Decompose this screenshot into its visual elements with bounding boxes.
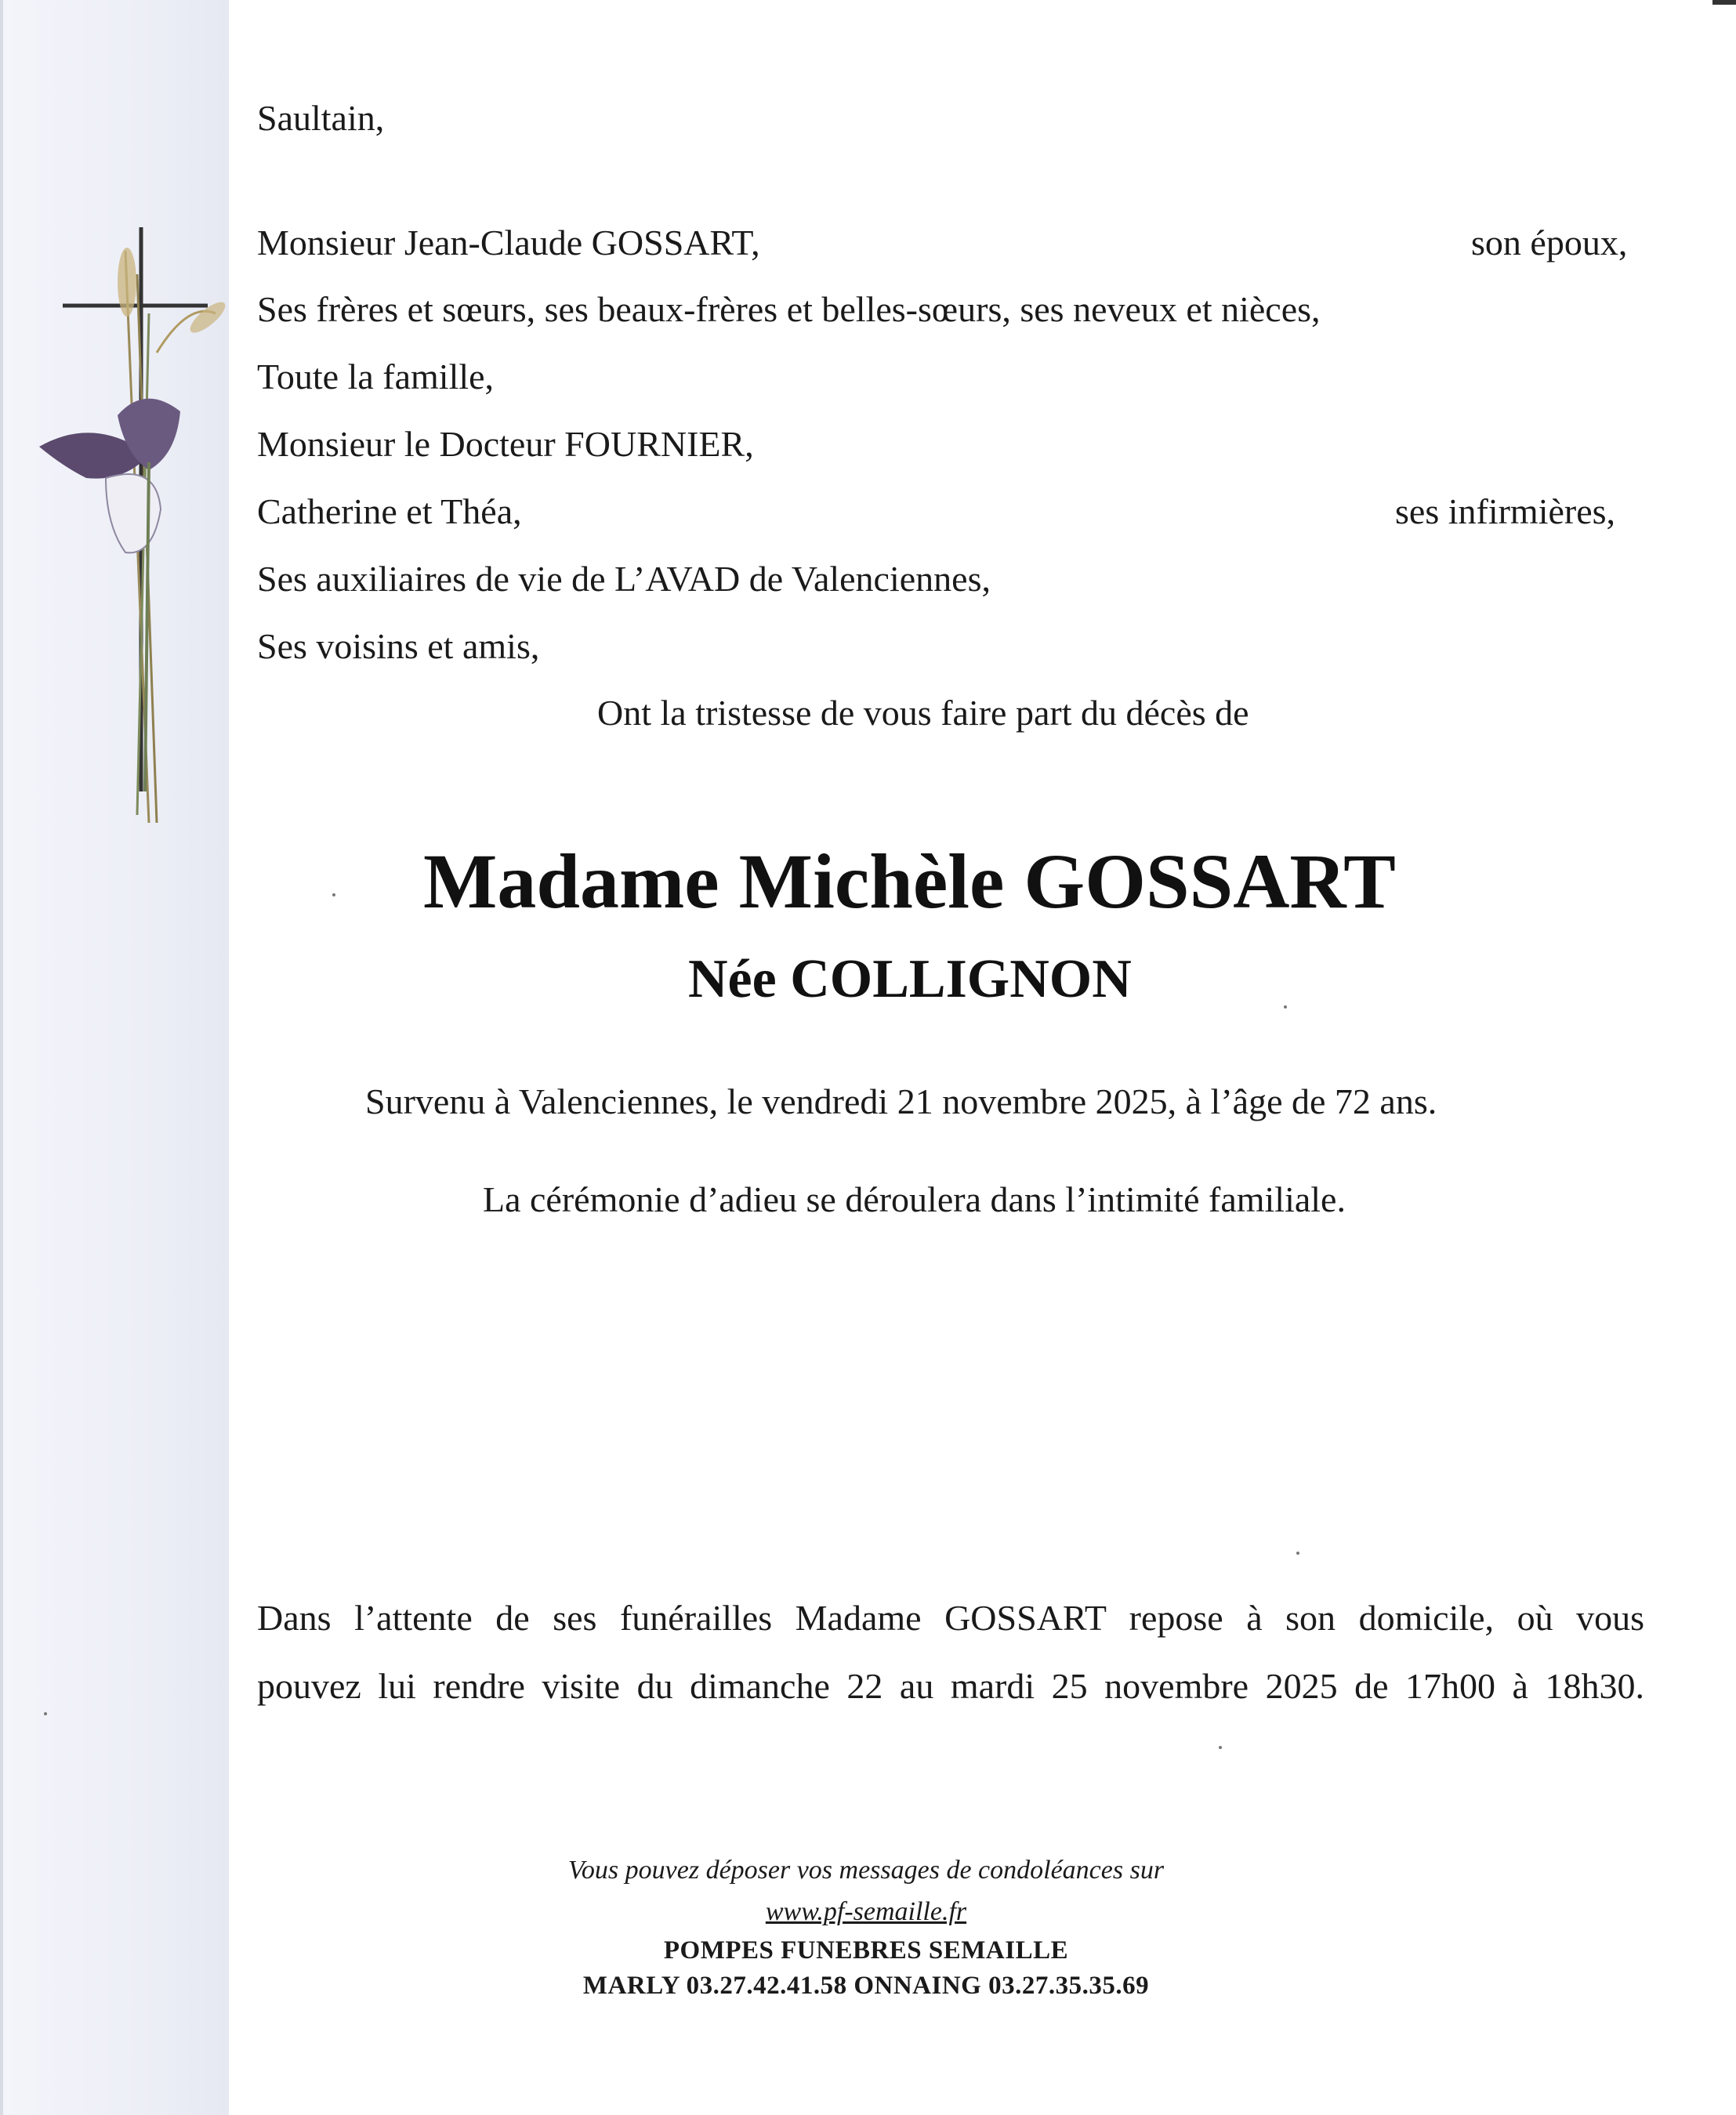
cross-with-calla-lily-and-wheat-icon <box>31 227 227 831</box>
family-name-line: Toute la famille, <box>257 357 495 397</box>
family-name-line: Ses voisins et amis, <box>257 626 540 666</box>
scan-speck <box>1284 1005 1287 1009</box>
location-heading: Saultain, <box>257 98 385 138</box>
scan-speck <box>44 1712 47 1715</box>
funeral-home-name: POMPES FUNEBRES SEMAILLE <box>663 1936 1069 1965</box>
website-link[interactable]: www.pf-semaille.fr <box>765 1897 967 1926</box>
ceremony-details: La cérémonie d’adieu se déroulera dans l’intimité familiale. <box>483 1179 1346 1219</box>
family-name-line: Ses auxiliaires de vie de L’AVAD de Valenciennes, <box>257 559 991 599</box>
family-name-line: Catherine et Théa, <box>257 491 522 531</box>
maiden-name: Née COLLIGNON <box>688 949 1132 1009</box>
visitation-line-2: pouvez lui rendre visite du dimanche 22 au mardi 25 novembre 2025 de 17h00 à 18h30. <box>257 1666 1644 1706</box>
family-relation: ses infirmières, <box>1395 491 1616 531</box>
death-details: Survenu à Valenciennes, le vendredi 21 novembre 2025, à l’âge de 72 ans. <box>365 1081 1437 1121</box>
family-name-line: Ses frères et sœurs, ses beaux-frères et belles-sœurs, ses neveux et nièces, <box>257 289 1321 329</box>
scan-mark <box>1712 0 1736 5</box>
deceased-name: Madame Michèle GOSSART <box>423 838 1396 925</box>
family-name-line: Monsieur Jean-Claude GOSSART, <box>257 223 760 263</box>
family-relation: son époux, <box>1471 223 1628 263</box>
announcement-text: Ont la tristesse de vous faire part du décès de <box>597 693 1249 733</box>
funeral-home-contacts: MARLY 03.27.42.41.58 ONNAING 03.27.35.35.69 <box>582 1972 1150 2000</box>
scan-speck <box>1219 1746 1222 1749</box>
condolences-note: Vous pouvez déposer vos messages de condoléances sur <box>567 1856 1165 1885</box>
visitation-line-1: Dans l’attente de ses funérailles Madame GOSSART repose à son domicile, où vous <box>257 1598 1644 1638</box>
scan-speck <box>1296 1552 1299 1555</box>
family-name-line: Monsieur le Docteur FOURNIER, <box>257 424 754 464</box>
scan-speck <box>332 893 335 896</box>
page-edge <box>0 0 3 2115</box>
